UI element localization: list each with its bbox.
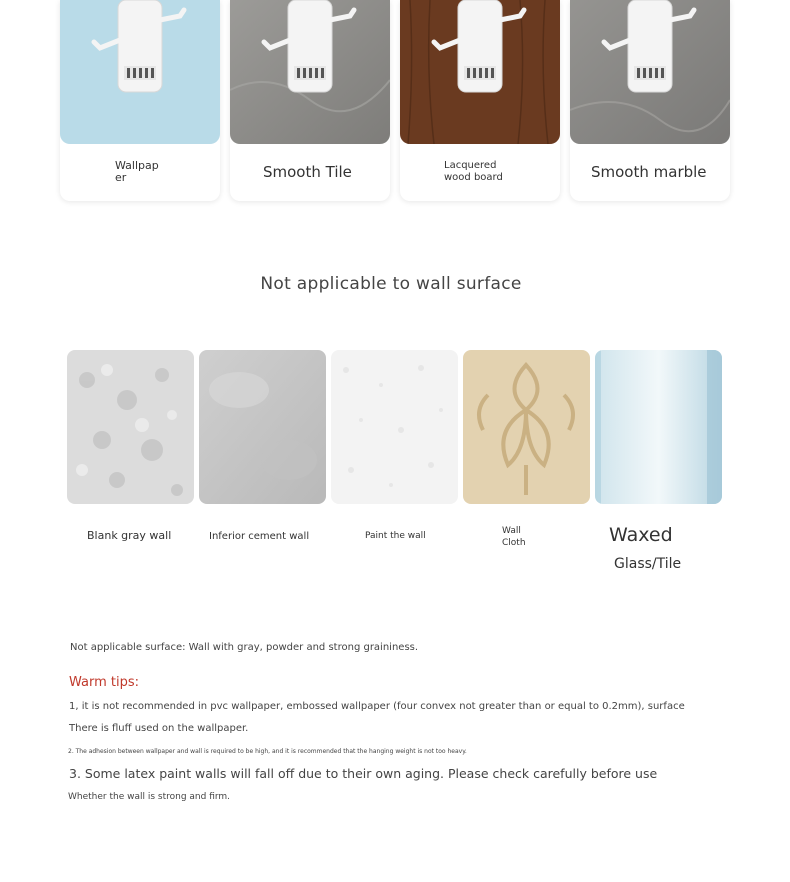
- smooth-tile-photo: [230, 0, 390, 144]
- label-blank-gray-wall: Blank gray wall: [87, 529, 172, 542]
- label-inferior-cement-wall: Inferior cement wall: [209, 531, 310, 542]
- lacquered-wood-photo: [400, 0, 560, 144]
- smooth-marble-photo: [570, 0, 730, 144]
- surface-label-smooth-marble: Smooth marble: [591, 163, 707, 181]
- surface-label-wallpaper: Wallpap er: [115, 159, 159, 184]
- surface-card-smooth-tile: [230, 0, 390, 201]
- surface-card-smooth-marble: [570, 0, 730, 201]
- swatch-paint-the-wall: [331, 350, 458, 504]
- label-paint-the-wall: Paint the wall: [365, 531, 426, 541]
- swatch-wall-cloth: [463, 350, 590, 504]
- tip-1-line-1: 1, it is not recommended in pvc wallpaper, embossed wallpaper (four convex not greater than or equal to 0.2mm), surface: [69, 701, 685, 712]
- tip-2: 2. The adhesion between wallpaper and wall is required to be high, and it is recommended that the hanging weight is not too heavy.: [68, 748, 467, 755]
- label-waxed: Waxed: [609, 524, 673, 546]
- label-glass-tile: Glass/Tile: [614, 556, 682, 572]
- wallpaper-photo: [60, 0, 220, 144]
- warm-tips-heading: Warm tips:: [69, 675, 140, 690]
- surface-label-lacquered-wood: Lacquered wood board: [444, 160, 503, 183]
- surface-card-lacquered-wood: [400, 0, 560, 201]
- tip-3-line-2: Whether the wall is strong and firm.: [68, 792, 231, 802]
- swatch-waxed-glass-tile: [595, 350, 722, 504]
- swatch-blank-gray-wall: [67, 350, 194, 504]
- surface-card-wallpaper: [60, 0, 220, 201]
- section-title: Not applicable to wall surface: [260, 274, 522, 294]
- swatch-inferior-cement-wall: [199, 350, 326, 504]
- label-wall-cloth: Wall Cloth: [502, 526, 526, 548]
- note-not-applicable: Not applicable surface: Wall with gray, powder and strong graininess.: [70, 642, 419, 653]
- tip-3-line-1: 3. Some latex paint walls will fall off due to their own aging. Please check carefully before use: [69, 766, 658, 781]
- surface-label-smooth-tile: Smooth Tile: [263, 163, 352, 181]
- tip-1-line-2: There is fluff used on the wallpaper.: [69, 723, 249, 734]
